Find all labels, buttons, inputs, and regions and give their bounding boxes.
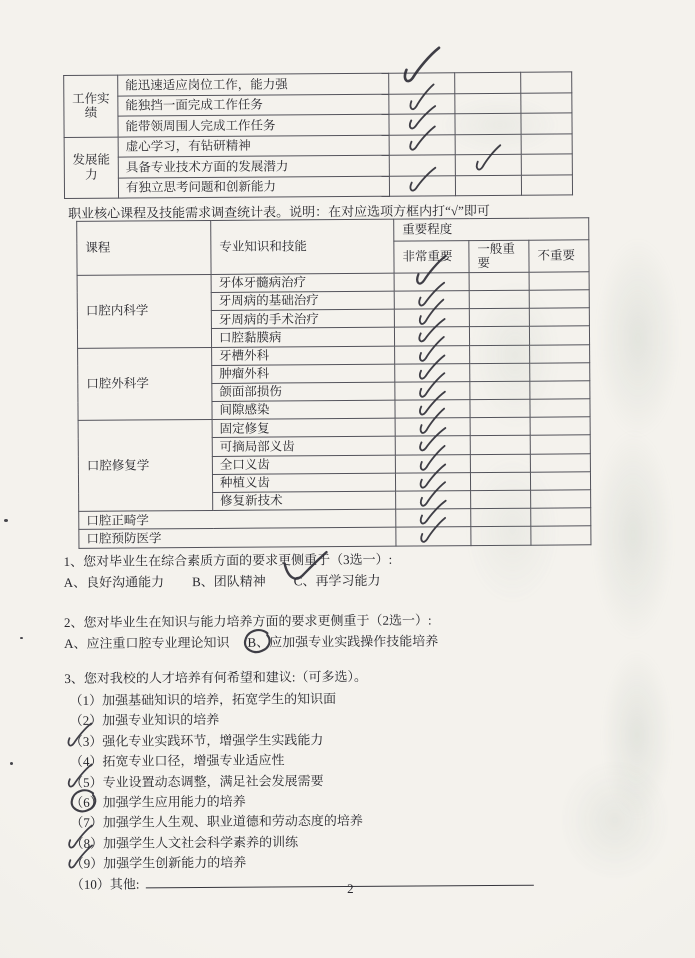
- checkbox-cell: [469, 272, 529, 291]
- checkbox-cell: [455, 134, 521, 155]
- question-1-title: 1、您对毕业生在综合素质方面的要求更侧重于（3选一）:: [63, 551, 393, 569]
- checkbox-cell: [395, 363, 470, 382]
- checkbox-cell: [471, 490, 531, 509]
- checkbox-cell: [469, 308, 529, 327]
- course-name-cell: 口腔外科学: [78, 347, 213, 421]
- checkbox-cell: [394, 327, 469, 346]
- check-mark: [282, 555, 328, 589]
- skill-cell: 固定修复: [212, 418, 395, 437]
- checkbox-cell: [521, 72, 572, 93]
- table-row: [64, 174, 572, 198]
- skill-cell: 全口义齿: [212, 455, 395, 474]
- checkbox-cell: [530, 453, 590, 472]
- criterion-cell: 具备专业技术方面的发展潜力: [118, 155, 389, 177]
- criterion-cell: 有独立思考问题和创新能力: [118, 176, 389, 198]
- skill-cell: 可摘局部义齿: [212, 437, 395, 456]
- item-num: （6）: [70, 794, 103, 810]
- skill-cell: 牙周病的手术治疗: [211, 309, 394, 328]
- item-num: （2）: [69, 713, 103, 729]
- criterion-cell: 虚心学习，有钻研精神: [118, 135, 389, 157]
- checkbox-cell: [394, 309, 469, 328]
- checkbox-cell: [455, 93, 521, 114]
- checkbox-cell: [455, 113, 521, 134]
- circle-mark: [65, 790, 103, 813]
- option: A、良好沟通能力: [63, 574, 165, 590]
- importance-header: 重要程度: [394, 218, 589, 241]
- item-text: 强化专业实践环节，增强学生实践能力: [102, 731, 324, 749]
- course-header: 课程: [77, 220, 211, 275]
- checkbox-cell: [395, 400, 470, 419]
- checkbox-cell: [469, 290, 529, 309]
- skill-cell: 口腔黏膜病: [211, 327, 394, 346]
- checkbox-cell: [396, 509, 471, 528]
- item-text: 其他:: [109, 875, 140, 892]
- checkbox-cell: [470, 472, 530, 491]
- skill-cell: 牙周病的基础治疗: [211, 291, 394, 310]
- course-name-cell: 口腔预防医学: [79, 528, 396, 548]
- option: B、团队精神: [192, 573, 266, 590]
- checkbox-cell: [455, 154, 521, 175]
- checkbox-cell: [395, 345, 470, 364]
- checkbox-cell: [389, 134, 455, 155]
- table-row: [79, 526, 591, 548]
- item-num: （5）: [70, 774, 103, 790]
- item-text: 专业设置动态调整，满足社会发展需要: [102, 772, 324, 790]
- checkbox-cell: [529, 326, 589, 345]
- criterion-cell: 能迅速适应岗位工作，能力强: [118, 73, 389, 95]
- checkbox-cell: [530, 435, 590, 454]
- checkbox-cell: [530, 381, 590, 400]
- checkbox-cell: [521, 133, 572, 154]
- item-text: 加强学生创新能力的培养: [103, 854, 247, 871]
- checkbox-cell: [470, 381, 530, 400]
- skill-cell: 颌面部损伤: [212, 382, 395, 401]
- checkbox-cell: [470, 345, 530, 364]
- item-num: （3）: [69, 733, 103, 749]
- item-num: （4）: [69, 753, 103, 770]
- checkbox-cell: [530, 417, 590, 436]
- skill-cell: 肿瘤外科: [212, 364, 395, 383]
- checkbox-cell: [395, 436, 470, 455]
- question-2-options: [64, 630, 456, 652]
- criterion-cell: 能带领周围人完成工作任务: [118, 114, 389, 136]
- item-num: （1）: [69, 692, 103, 708]
- checkbox-cell: [530, 344, 590, 363]
- criterion-cell: 能独挡一面完成工作任务: [118, 94, 389, 116]
- checkbox-cell: [521, 154, 572, 175]
- question-3-title: 3、您对我校的人才培养有何希望和建议:（可多选）。: [64, 668, 368, 686]
- checkbox-cell: [395, 418, 470, 437]
- checkbox-cell: [521, 174, 572, 195]
- skill-cell: 种植义齿: [212, 473, 395, 492]
- item-text: 加强学生人生观、职业道德和劳动态度的培养: [102, 813, 363, 831]
- checkbox-cell: [396, 527, 471, 546]
- checkbox-cell: [521, 113, 572, 134]
- course-table: [76, 217, 591, 548]
- check-mark: [61, 761, 93, 791]
- checkbox-cell: [470, 454, 530, 473]
- checkbox-cell: [471, 508, 531, 527]
- question-2-title: 2、您对毕业生在知识与能力培养方面的要求更侧重于（2选一）:: [63, 612, 432, 630]
- item-text: 加强学生人文社会科学素养的训练: [102, 834, 299, 851]
- check-mark: [62, 843, 94, 873]
- item-text: 加强学生应用能力的培养: [102, 793, 246, 810]
- course-name-cell: 口腔修复学: [78, 420, 213, 512]
- option: B、应加强专业实践操作技能培养: [247, 630, 438, 650]
- checkbox-cell: [389, 93, 455, 114]
- checkbox-cell: [389, 175, 455, 196]
- item-num: （7）: [70, 815, 103, 831]
- checkbox-cell: [455, 72, 521, 93]
- option: C、再学习能力: [294, 570, 381, 590]
- checkbox-cell: [521, 92, 572, 113]
- course-name-cell: 口腔正畸学: [79, 509, 396, 529]
- item-num: （10）: [70, 876, 110, 892]
- checkbox-cell: [529, 272, 589, 291]
- item-text: 加强基础知识的培养，拓宽学生的知识面: [102, 691, 337, 708]
- circle-mark: [241, 630, 275, 654]
- question-1-options: [64, 570, 409, 591]
- skill-cell: 修复新技术: [213, 491, 396, 510]
- checkbox-cell: [394, 291, 469, 310]
- importance-level: 非常重要: [394, 241, 469, 273]
- checkbox-cell: [530, 472, 590, 491]
- section-note: 职业核心课程及技能需求调查统计表。说明：在对应选项方框内打“√”即可: [68, 203, 490, 221]
- checkbox-cell: [530, 399, 590, 418]
- checkbox-cell: [395, 472, 470, 491]
- checkbox-cell: [529, 290, 589, 309]
- checkbox-cell: [531, 526, 591, 545]
- item-num: （8）: [70, 835, 104, 851]
- row-group-label: 发展能力: [64, 137, 118, 199]
- checkbox-cell: [531, 508, 591, 527]
- checkbox-cell: [469, 327, 529, 346]
- checkbox-cell: [389, 73, 455, 94]
- checkbox-cell: [529, 308, 589, 327]
- importance-level: 一般重要: [469, 240, 529, 272]
- checkbox-cell: [389, 155, 455, 176]
- page-number: 2: [347, 880, 354, 897]
- option: A、应注重口腔专业理论知识: [64, 634, 230, 651]
- skill-cell: 牙体牙髓病治疗: [211, 273, 394, 292]
- item-num: （9）: [70, 855, 104, 872]
- checkbox-cell: [455, 175, 521, 196]
- checkbox-cell: [531, 490, 591, 509]
- checkbox-cell: [470, 363, 530, 382]
- importance-level: 不重要: [529, 240, 589, 272]
- skill-cell: 间隙感染: [212, 400, 395, 419]
- checkbox-cell: [530, 362, 590, 381]
- checkbox-cell: [389, 114, 455, 135]
- checkbox-cell: [396, 491, 471, 510]
- check-mark: [393, 43, 441, 89]
- checkbox-cell: [470, 399, 530, 418]
- check-mark: [61, 721, 93, 751]
- checkbox-cell: [395, 382, 470, 401]
- performance-table: [63, 71, 573, 199]
- checkbox-cell: [395, 454, 470, 473]
- checkbox-cell: [470, 417, 530, 436]
- checkbox-cell: [470, 436, 530, 455]
- skills-header: 专业知识和技能: [211, 219, 394, 274]
- checkbox-cell: [471, 527, 531, 546]
- question-3-items: [69, 687, 533, 894]
- checkbox-cell: [394, 272, 469, 291]
- item-text: 拓宽专业口径，增强专业适应性: [102, 752, 285, 769]
- skill-cell: 牙槽外科: [212, 346, 395, 365]
- course-name-cell: 口腔内科学: [77, 274, 212, 348]
- row-group-label: 工作实绩: [64, 75, 118, 137]
- item-text: 加强专业知识的培养: [102, 712, 220, 729]
